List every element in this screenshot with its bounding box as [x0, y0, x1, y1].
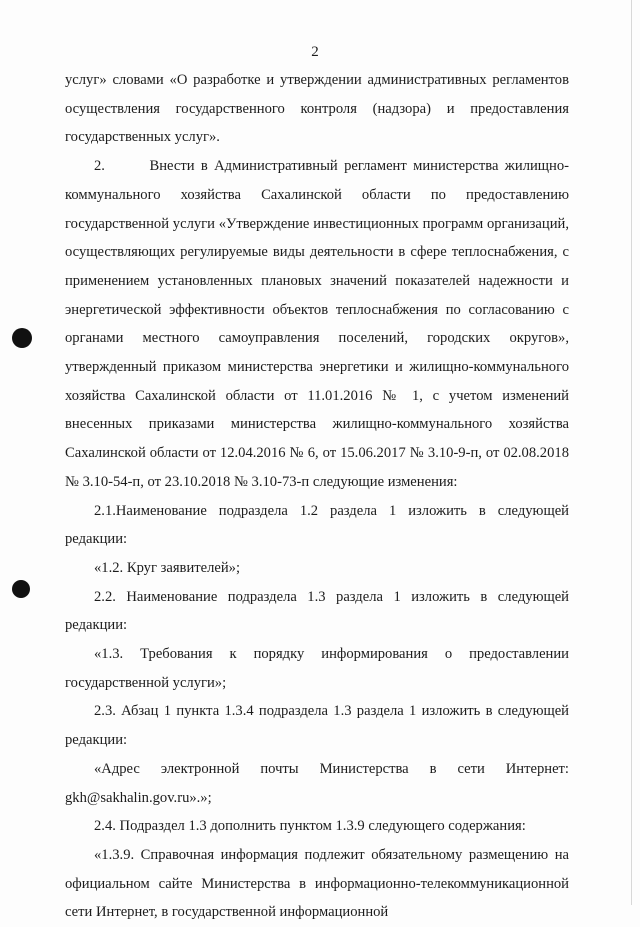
document-body [65, 66, 569, 927]
paragraph: 2. Внести в Административный регламент министерства жилищно-коммунального хозяйства Сахалинской области по предоставлению государственной услуги «Утверждение инвестиционных программ организаций, осуществляющих регулируемые виды деятельности в сфере теплоснабжения, с применением установленных плановых значений показателей надежности и энергетической эффективности объектов теплоснабжения по согласованию с органами местного самоуправления поселений, городских округов», утвержденный приказом министерства энергетики и жилищно-коммунального хозяйства Сахалинской области от 11.01.2016 № 1, с учетом изменений внесенных приказами министерства жилищно-коммунального хозяйства Сахалинской области от 12.04.2016 № 6, от 15.06.2017 № 3.10-9-п, от 02.08.2018 № 3.10-54-п, от 23.10.2018 № 3.10-73-п следующие изменения: [65, 158, 569, 490]
paragraph: «1.3. Требования к порядку информирования о предоставлении государственной услуги»; [65, 646, 569, 691]
paragraph: «Адрес электронной почты Министерства в сети Интернет: gkh@sakhalin.gov.ru».»; [65, 760, 569, 806]
page-edge-shadow [631, 0, 632, 905]
paragraph: 2.1.Наименование подраздела 1.2 раздела 1 изложить в следующей редакции: [65, 502, 569, 548]
hole-punch-mark [12, 328, 32, 348]
paragraph: «1.2. Круг заявителей»; [94, 559, 241, 576]
paragraph: 2.3. Абзац 1 пункта 1.3.4 подраздела 1.3 раздела 1 изложить в следующей редакции: [65, 703, 569, 749]
hole-punch-mark [12, 580, 30, 598]
paragraph: 2.2. Наименование подраздела 1.3 раздела 1 изложить в следующей редакции: [65, 588, 569, 634]
paragraph: 2.4. Подраздел 1.3 дополнить пунктом 1.3.9 следующего содержания: [94, 818, 526, 835]
paragraph: «1.3.9. Справочная информация подлежит обязательному размещению на официальном сайте Министерства в информационно-телекоммуникационной сети Интернет, в государственной информационной [65, 846, 569, 921]
page-number: 2 [311, 44, 319, 60]
paragraph: услуг» словами «О разработке и утверждении административных регламентов осуществления государственного контроля (надзора) и предоставления государственных услуг». [65, 72, 569, 146]
